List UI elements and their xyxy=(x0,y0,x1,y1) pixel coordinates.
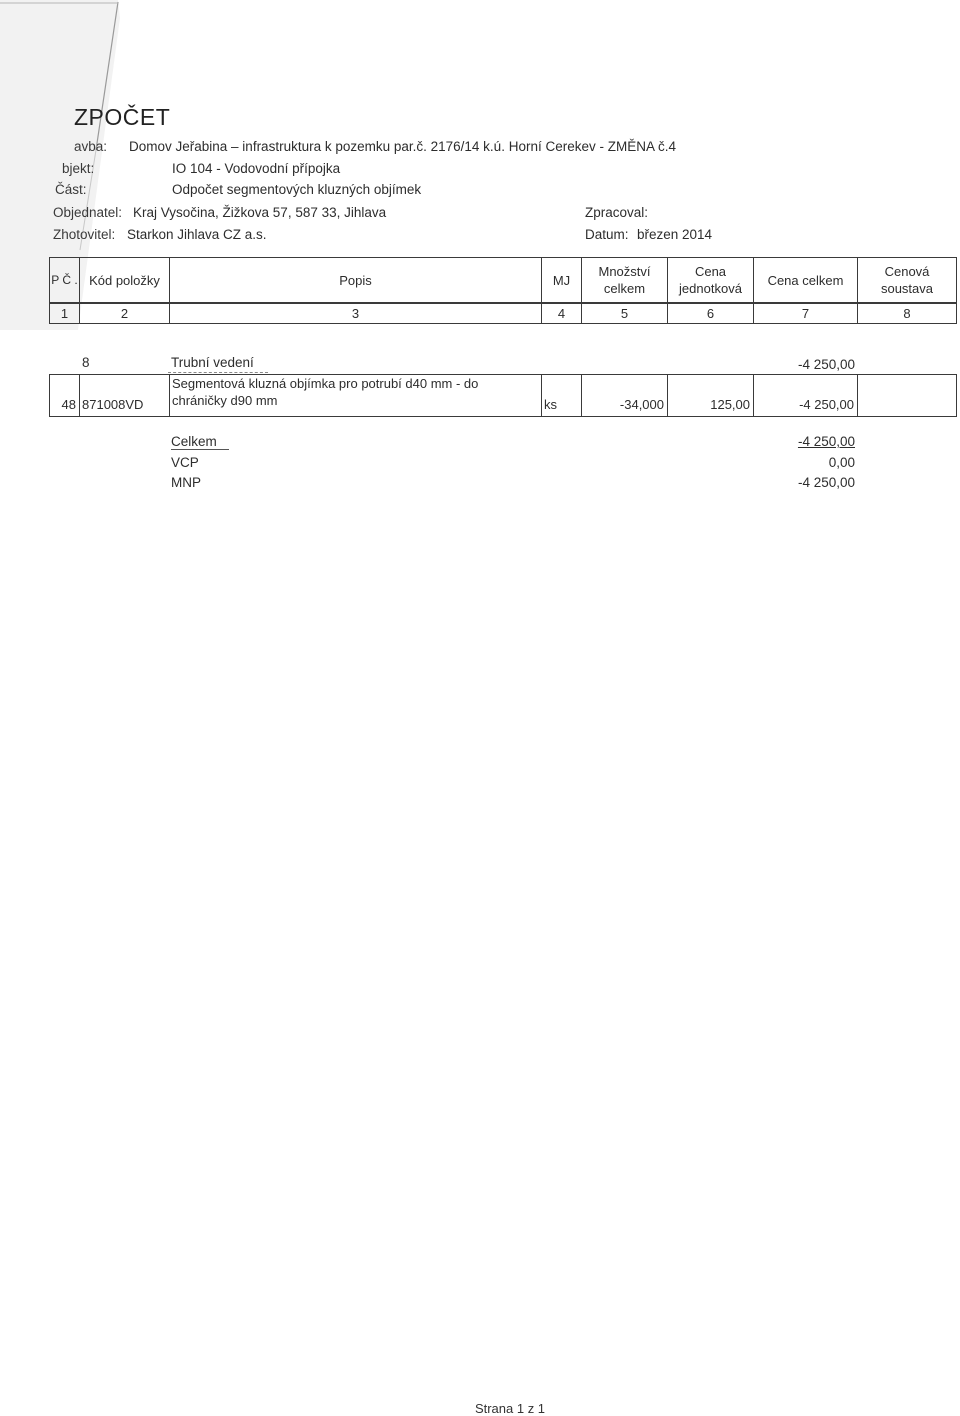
section-number: 8 xyxy=(82,355,90,370)
col-header-unit-price: Cena jednotková xyxy=(668,258,754,304)
section-underline xyxy=(168,372,268,373)
summary-vcp-label: VCP xyxy=(171,455,199,470)
summary-celkem-label: Celkem xyxy=(171,434,229,450)
item-price-system xyxy=(858,375,957,417)
zhotovitel-value: Starkon Jihlava CZ a.s. xyxy=(127,227,267,242)
item-quantity: -34,000 xyxy=(582,375,668,417)
col-number-3: 3 xyxy=(170,303,542,324)
zhotovitel-label: Zhotovitel: xyxy=(53,227,116,242)
col-number-1: 1 xyxy=(50,303,80,324)
table-row xyxy=(50,375,957,417)
col-header-unit: MJ xyxy=(542,258,582,304)
section-name: Trubní vedení xyxy=(171,355,254,370)
col-header-description: Popis xyxy=(170,258,542,304)
col-number-7: 7 xyxy=(754,303,858,324)
column-header-table xyxy=(49,257,957,324)
item-code: 871008VD xyxy=(80,375,170,417)
col-number-5: 5 xyxy=(582,303,668,324)
objekt-label: bjekt: xyxy=(62,161,95,176)
item-pc: 48 xyxy=(50,375,80,417)
col-header-total-price: Cena celkem xyxy=(754,258,858,304)
items-table xyxy=(49,374,957,417)
summary-celkem-value: -4 250,00 xyxy=(797,434,855,449)
item-description xyxy=(170,375,542,417)
col-header-price-system: Cenová soustava xyxy=(858,258,957,304)
summary-mnp-value: -4 250,00 xyxy=(797,475,855,490)
objekt-value: IO 104 - Vodovodní přípojka xyxy=(172,161,341,176)
cast-label: Část: xyxy=(55,182,87,197)
objednatel-value: Kraj Vysočina, Žižkova 57, 587 33, Jihlava xyxy=(133,205,387,220)
col-number-4: 4 xyxy=(542,303,582,324)
zpracoval-label: Zpracoval: xyxy=(585,205,649,220)
section-total: -4 250,00 xyxy=(797,357,855,372)
document-title: ZPOČET xyxy=(74,104,171,130)
item-unit-price: 125,00 xyxy=(668,375,754,417)
col-number-8: 8 xyxy=(858,303,957,324)
item-unit: ks xyxy=(542,375,582,417)
col-number-2: 2 xyxy=(80,303,170,324)
datum-label: Datum: xyxy=(585,227,629,242)
item-total: -4 250,00 xyxy=(754,375,858,417)
stavba-label: avba: xyxy=(74,139,108,154)
summary-mnp-label: MNP xyxy=(171,475,201,490)
summary-vcp-value: 0,00 xyxy=(828,455,855,470)
col-header-quantity: Množství celkem xyxy=(582,258,668,304)
col-number-6: 6 xyxy=(668,303,754,324)
item-description-line1: Segmentová kluzná objímka pro potrubí d40 mm - do xyxy=(172,376,479,391)
page-number: Strana 1 z 1 xyxy=(474,1401,546,1416)
objednatel-label: Objednatel: xyxy=(53,205,123,220)
stavba-value: Domov Jeřabina – infrastruktura k pozemku par.č. 2176/14 k.ú. Horní Cerekev - ZMĚNA č.4 xyxy=(129,139,676,154)
col-header-code: Kód položky xyxy=(80,258,170,304)
cast-value: Odpočet segmentových kluzných objímek xyxy=(172,182,422,197)
item-description-line2: chráničky d90 mm xyxy=(172,393,278,408)
col-header-pc: P Č . xyxy=(50,258,80,304)
datum-value: březen 2014 xyxy=(637,227,713,242)
